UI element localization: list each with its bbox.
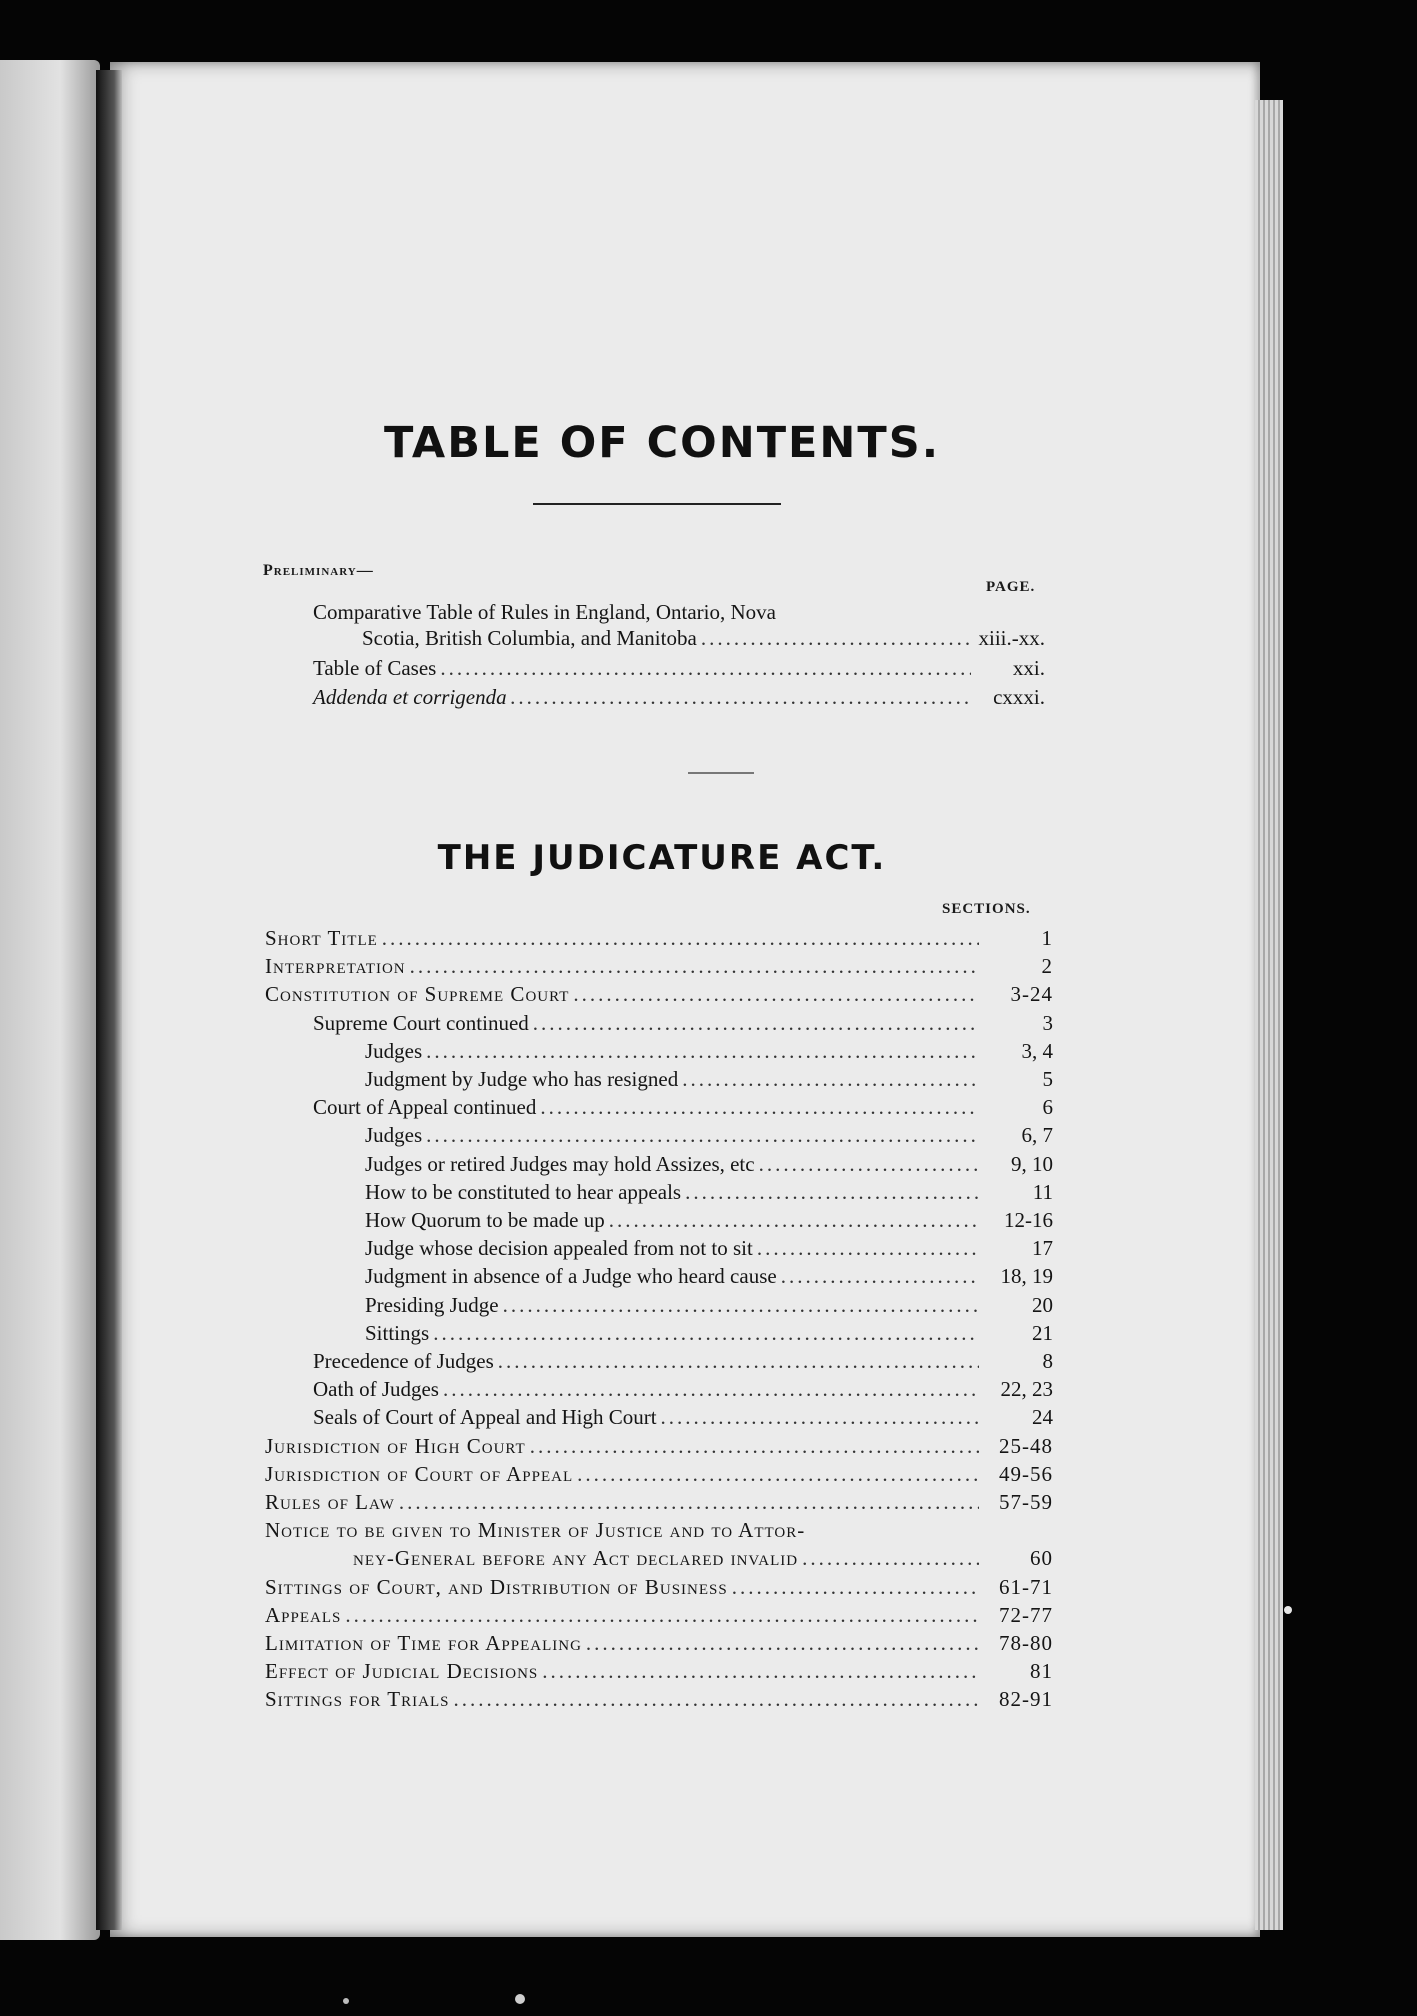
act-entry [365, 1264, 1053, 1289]
leader-dots [802, 1546, 979, 1571]
act-entry [265, 982, 1053, 1007]
act-entry [365, 1180, 1053, 1205]
entry-section: 25-48 [999, 1433, 1053, 1458]
act-entry [313, 1095, 1053, 1120]
act-entry [365, 1293, 1053, 1318]
entry-label: ney-General before any Act declared invalid [353, 1546, 799, 1571]
act-entry [265, 1659, 1053, 1684]
leader-dots [586, 1631, 979, 1656]
entry-label: Addenda et corrigenda [313, 685, 507, 709]
leader-dots [426, 1123, 979, 1148]
leader-dots [577, 1462, 979, 1487]
act-entry [265, 1575, 1053, 1600]
entry-section: 6, 7 [1021, 1123, 1053, 1148]
entry-label: Judgment in absence of a Judge who heard cause [365, 1264, 777, 1289]
entry-label: Court of Appeal continued [313, 1095, 537, 1120]
entry-section: 2 [1041, 954, 1053, 979]
act-entry [313, 1405, 1053, 1430]
scan-speck [515, 1994, 525, 2004]
entry-label: Oath of Judges [313, 1377, 439, 1402]
entry-label: Sittings for Trials [265, 1687, 450, 1712]
leader-dots [732, 1575, 979, 1600]
act-entry [265, 1434, 1053, 1459]
entry-section: 1 [1041, 926, 1053, 950]
scan-speck [1284, 1606, 1292, 1614]
leader-dots [682, 1067, 979, 1092]
book-gutter-shadow [96, 70, 122, 1930]
entry-section: 72-77 [999, 1602, 1053, 1627]
sections-column-label: SECTIONS. [942, 901, 1031, 917]
entry-label: Judge whose decision appealed from not to sit [365, 1236, 753, 1261]
entry-section: 17 [1032, 1236, 1053, 1261]
entry-section: 61-71 [999, 1574, 1053, 1599]
entry-label: Table of Cases [313, 656, 437, 680]
entry-label: Judges [365, 1038, 423, 1063]
leader-dots [542, 1659, 979, 1684]
prelim-entry-1-line1: Comparative Table of Rules in England, Ontario, Nova [313, 600, 776, 624]
leader-dots [511, 685, 971, 710]
entry-section: 3-24 [1010, 982, 1053, 1007]
entry-section: 5 [1042, 1067, 1053, 1091]
leader-dots [533, 1011, 979, 1036]
leader-dots [498, 1349, 979, 1374]
page-column-label: PAGE. [986, 579, 1036, 595]
section-rule [688, 772, 754, 774]
act-entry [313, 1349, 1053, 1374]
leader-dots [685, 1180, 979, 1205]
leader-dots [661, 1405, 979, 1430]
leader-dots [443, 1377, 979, 1402]
entry-label: Judges or retired Judges may hold Assizes, etc [365, 1151, 755, 1176]
entry-label: Rules of Law [265, 1490, 395, 1514]
act-entry [365, 1152, 1053, 1177]
entry-label: Jurisdiction of Court of Appeal [265, 1461, 574, 1486]
act-entry [365, 1039, 1053, 1064]
entry-section: 18, 19 [1000, 1264, 1053, 1289]
act-entry [265, 1631, 1053, 1656]
entry-label: Sittings [365, 1320, 430, 1345]
entry-section: 11 [1032, 1179, 1053, 1204]
act-entry [265, 1603, 1053, 1628]
leader-dots [540, 1095, 979, 1120]
leader-dots [759, 1152, 979, 1177]
prelim-entry-2 [313, 656, 1045, 681]
entry-label: Judgment by Judge who has resigned [365, 1067, 679, 1091]
entry-label: Short Title [265, 926, 378, 950]
act-entry [353, 1546, 1053, 1571]
act-entry [265, 1687, 1053, 1712]
entry-section: 82-91 [999, 1687, 1053, 1712]
act-entry [313, 1377, 1053, 1402]
page-stack-edge [1255, 100, 1283, 1930]
entry-section: 6 [1042, 1095, 1053, 1120]
entry-label: Interpretation [265, 954, 406, 979]
entry-label: Presiding Judge [365, 1292, 499, 1317]
act-entry [365, 1236, 1053, 1261]
entry-section: 21 [1032, 1320, 1053, 1345]
prelim-entry-3 [313, 685, 1045, 710]
entry-label: Judges [365, 1123, 423, 1148]
leader-dots [757, 1236, 979, 1261]
entry-label: How Quorum to be made up [365, 1208, 605, 1232]
entry-section: 81 [1030, 1659, 1053, 1684]
leader-dots [701, 626, 971, 651]
act-entry [365, 1067, 1053, 1092]
entry-section: 57-59 [999, 1490, 1053, 1514]
leader-dots [399, 1490, 979, 1515]
leader-dots [433, 1321, 979, 1346]
entry-page: xiii.-xx. [978, 626, 1045, 650]
entry-section: 20 [1032, 1292, 1053, 1317]
act-entry [365, 1208, 1053, 1233]
entry-section: 24 [1032, 1405, 1053, 1430]
leader-dots [573, 982, 979, 1007]
entry-page: cxxxi. [993, 685, 1045, 709]
entry-label: How to be constituted to hear appeals [365, 1179, 682, 1204]
preliminary-heading: Preliminary— [263, 562, 374, 579]
entry-label: Sittings of Court, and Distribution of Business [265, 1574, 728, 1599]
entry-section: 60 [1030, 1546, 1053, 1571]
act-entry [265, 1490, 1053, 1515]
leader-dots [410, 954, 979, 979]
leader-dots [609, 1208, 979, 1233]
act-entry [265, 926, 1053, 951]
act-entry [365, 1321, 1053, 1346]
leader-dots [503, 1293, 979, 1318]
leader-dots [530, 1434, 979, 1459]
leader-dots [426, 1039, 979, 1064]
act-entry-line1: Notice to be given to Minister of Justice and to Attor- [265, 1518, 806, 1543]
entry-section: 22, 23 [1000, 1377, 1053, 1402]
entry-label: Appeals [265, 1602, 342, 1627]
entry-section: 78-80 [999, 1631, 1053, 1655]
act-entry [313, 1011, 1053, 1036]
prelim-entry-1 [362, 626, 1045, 651]
leader-dots [781, 1264, 979, 1289]
title-rule [533, 503, 781, 505]
entry-label: Supreme Court continued [313, 1010, 529, 1035]
entry-label: Effect of Judicial Decisions [265, 1659, 539, 1684]
leader-dots [382, 926, 979, 951]
entry-section: 3, 4 [1021, 1038, 1053, 1063]
entry-section: 9, 10 [1011, 1151, 1053, 1176]
act-entry [265, 1462, 1053, 1487]
entry-label: Constitution of Supreme Court [265, 982, 570, 1007]
scan-speck [343, 1998, 349, 2004]
page-title: TABLE OF CONTENTS. [383, 418, 941, 468]
entry-label: Scotia, British Columbia, and Manitoba [362, 626, 697, 650]
entry-label: Precedence of Judges [313, 1349, 494, 1373]
leader-dots [440, 656, 971, 681]
entry-section: 49-56 [999, 1461, 1053, 1486]
entry-section: 8 [1042, 1349, 1053, 1373]
act-title: THE JUDICATURE ACT. [437, 838, 887, 878]
leader-dots [453, 1687, 979, 1712]
entry-section: 12-16 [1004, 1208, 1053, 1232]
entry-section: 3 [1042, 1010, 1053, 1035]
leader-dots [345, 1603, 979, 1628]
act-entry [265, 954, 1053, 979]
act-entry [365, 1123, 1053, 1148]
entry-label: Seals of Court of Appeal and High Court [313, 1405, 657, 1430]
facing-page-edge [0, 60, 100, 1940]
entry-label: Jurisdiction of High Court [265, 1433, 526, 1458]
entry-page: xxi. [1012, 656, 1045, 680]
entry-label: Limitation of Time for Appealing [265, 1631, 582, 1655]
